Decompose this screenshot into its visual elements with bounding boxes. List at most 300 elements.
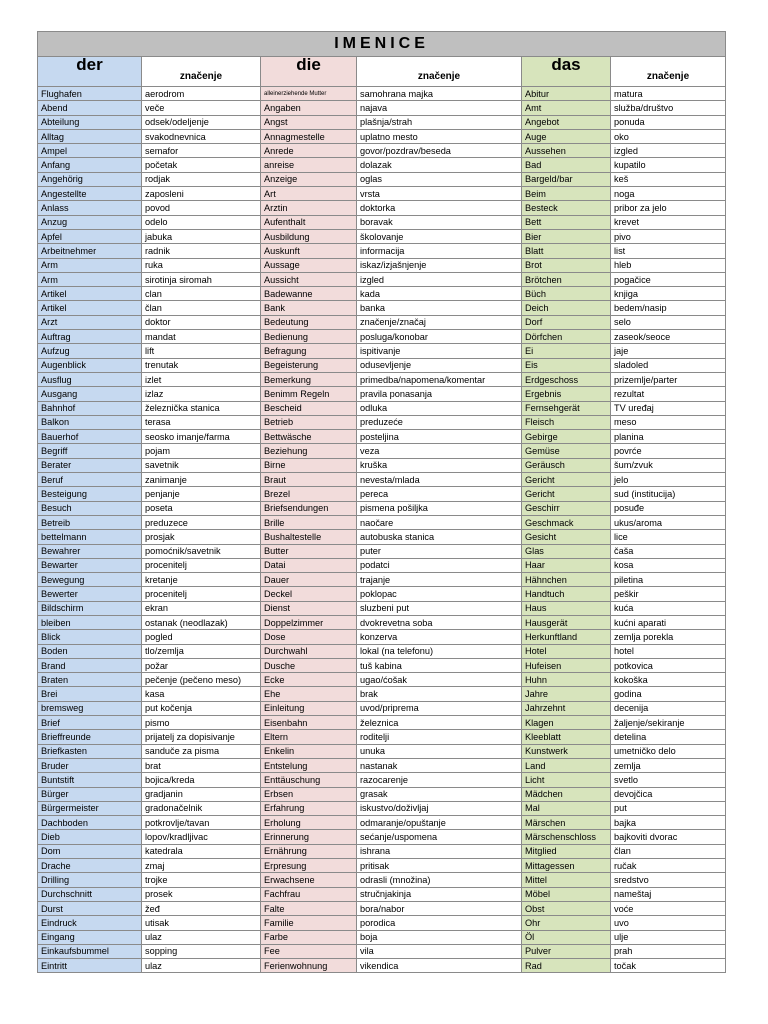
der-meaning-cell: izlaz (142, 387, 261, 401)
die-meaning-cell: podatci (357, 558, 522, 572)
die-meaning-cell: školovanje (357, 229, 522, 243)
table-row (38, 673, 726, 687)
das-meaning-cell: točak (611, 959, 726, 973)
die-noun-cell: Briefsendungen (261, 501, 357, 515)
die-meaning-cell: preduzeće (357, 415, 522, 429)
das-meaning-cell: lice (611, 530, 726, 544)
das-meaning-cell: šum/zvuk (611, 458, 726, 472)
das-meaning-cell: jaje (611, 344, 726, 358)
das-noun-cell: Jahrzehnt (522, 701, 611, 715)
das-noun-cell: Dorf (522, 315, 611, 329)
table-row (38, 687, 726, 701)
header-der-meaning: značenje (142, 57, 261, 87)
table-row (38, 258, 726, 272)
das-noun-cell: Deich (522, 301, 611, 315)
das-noun-cell: Gemüse (522, 444, 611, 458)
die-meaning-cell: razocarenje (357, 773, 522, 787)
das-noun-cell: Gebirge (522, 430, 611, 444)
page-title: IMENICE (38, 32, 726, 57)
die-meaning-cell: pismena pošiljka (357, 501, 522, 515)
die-noun-cell: Ausbildung (261, 229, 357, 243)
das-meaning-cell: godina (611, 687, 726, 701)
table-row (38, 959, 726, 973)
das-meaning-cell: izgled (611, 144, 726, 158)
die-noun-cell: Aussage (261, 258, 357, 272)
die-noun-cell: Bettwäsche (261, 430, 357, 444)
die-meaning-cell: roditelji (357, 730, 522, 744)
das-meaning-cell: bedem/nasip (611, 301, 726, 315)
das-noun-cell: Märschenschloss (522, 830, 611, 844)
der-noun-cell: Blick (38, 630, 142, 644)
der-meaning-cell: clan (142, 287, 261, 301)
die-noun-cell: Brille (261, 515, 357, 529)
das-noun-cell: Amt (522, 101, 611, 115)
die-noun-cell: Dusche (261, 658, 357, 672)
das-meaning-cell: uvo (611, 916, 726, 930)
das-noun-cell: Bad (522, 158, 611, 172)
header-die: die (261, 57, 357, 87)
die-meaning-cell: doktorka (357, 201, 522, 215)
der-meaning-cell: pojam (142, 444, 261, 458)
die-meaning-cell: konzerva (357, 630, 522, 644)
die-noun-cell: Bushaltestelle (261, 530, 357, 544)
der-noun-cell: Bürger (38, 787, 142, 801)
der-noun-cell: Balkon (38, 415, 142, 429)
das-meaning-cell: zemlja porekla (611, 630, 726, 644)
der-noun-cell: Brieffreunde (38, 730, 142, 744)
die-noun-cell: Anrede (261, 144, 357, 158)
die-meaning-cell: boja (357, 930, 522, 944)
das-meaning-cell: kupatilo (611, 158, 726, 172)
die-meaning-cell: značenje/značaj (357, 315, 522, 329)
der-meaning-cell: ostanak (neodlazak) (142, 615, 261, 629)
die-noun-cell: Farbe (261, 930, 357, 944)
table-row (38, 573, 726, 587)
table-row (38, 515, 726, 529)
das-noun-cell: Brot (522, 258, 611, 272)
der-meaning-cell: odsek/odeljenje (142, 115, 261, 129)
der-noun-cell: Besteigung (38, 487, 142, 501)
das-noun-cell: Gericht (522, 473, 611, 487)
der-noun-cell: Briefkasten (38, 744, 142, 758)
die-meaning-cell: odusevljenje (357, 358, 522, 372)
das-meaning-cell: piletina (611, 573, 726, 587)
table-row (38, 916, 726, 930)
table-row (38, 830, 726, 844)
der-noun-cell: Bürgermeister (38, 801, 142, 815)
das-noun-cell: Hähnchen (522, 573, 611, 587)
der-meaning-cell: tlo/zemlja (142, 644, 261, 658)
das-meaning-cell: selo (611, 315, 726, 329)
table-row (38, 415, 726, 429)
table-row (38, 301, 726, 315)
die-noun-cell: Benimm Regeln (261, 387, 357, 401)
das-noun-cell: Ei (522, 344, 611, 358)
table-row (38, 215, 726, 229)
der-noun-cell: Auftrag (38, 330, 142, 344)
das-noun-cell: Öl (522, 930, 611, 944)
der-meaning-cell: kasa (142, 687, 261, 701)
der-noun-cell: Bewarter (38, 558, 142, 572)
header-row (38, 57, 726, 87)
table-row (38, 144, 726, 158)
table-row (38, 229, 726, 243)
das-noun-cell: Mädchen (522, 787, 611, 801)
das-meaning-cell: ručak (611, 859, 726, 873)
das-noun-cell: Kleeblatt (522, 730, 611, 744)
table-row (38, 730, 726, 744)
die-meaning-cell: izgled (357, 272, 522, 286)
die-noun-cell: Butter (261, 544, 357, 558)
der-noun-cell: Ampel (38, 144, 142, 158)
die-noun-cell: Entstelung (261, 758, 357, 772)
die-noun-cell: Dauer (261, 573, 357, 587)
der-noun-cell: Abend (38, 101, 142, 115)
der-meaning-cell: član (142, 301, 261, 315)
die-meaning-cell: informacija (357, 244, 522, 258)
table-row (38, 387, 726, 401)
der-meaning-cell: rodjak (142, 172, 261, 186)
der-meaning-cell: bojica/kreda (142, 773, 261, 787)
die-meaning-cell: unuka (357, 744, 522, 758)
die-noun-cell: Bescheid (261, 401, 357, 415)
die-noun-cell: Anzeige (261, 172, 357, 186)
das-meaning-cell: bajka (611, 816, 726, 830)
der-noun-cell: Bewerter (38, 587, 142, 601)
das-noun-cell: Glas (522, 544, 611, 558)
die-meaning-cell: pravila ponasanja (357, 387, 522, 401)
die-meaning-cell: odrasli (množina) (357, 873, 522, 887)
das-noun-cell: Hotel (522, 644, 611, 658)
das-noun-cell: Bett (522, 215, 611, 229)
die-meaning-cell: primedba/napomena/komentar (357, 372, 522, 386)
die-meaning-cell: brak (357, 687, 522, 701)
die-noun-cell: Bedienung (261, 330, 357, 344)
die-noun-cell: Beziehung (261, 444, 357, 458)
die-meaning-cell: poklopac (357, 587, 522, 601)
der-meaning-cell: gradjanin (142, 787, 261, 801)
die-noun-cell: Brezel (261, 487, 357, 501)
die-meaning-cell: trajanje (357, 573, 522, 587)
das-meaning-cell: čaša (611, 544, 726, 558)
das-meaning-cell: član (611, 844, 726, 858)
der-noun-cell: Bahnhof (38, 401, 142, 415)
das-meaning-cell: rezultat (611, 387, 726, 401)
der-noun-cell: Besuch (38, 501, 142, 515)
das-meaning-cell: oko (611, 129, 726, 143)
das-noun-cell: Büch (522, 287, 611, 301)
der-meaning-cell: semafor (142, 144, 261, 158)
table-row (38, 658, 726, 672)
das-meaning-cell: svetlo (611, 773, 726, 787)
die-noun-cell: Deckel (261, 587, 357, 601)
der-noun-cell: Brei (38, 687, 142, 701)
der-meaning-cell: pogled (142, 630, 261, 644)
die-noun-cell: Ehe (261, 687, 357, 701)
table-row (38, 344, 726, 358)
die-noun-cell: Erwachsene (261, 873, 357, 887)
die-noun-cell: Badewanne (261, 287, 357, 301)
der-noun-cell: Drache (38, 859, 142, 873)
das-meaning-cell: umetničko delo (611, 744, 726, 758)
table-row (38, 87, 726, 101)
table-row (38, 501, 726, 515)
die-meaning-cell: vrsta (357, 187, 522, 201)
die-noun-cell: Erfahrung (261, 801, 357, 815)
die-meaning-cell: iskaz/izjašnjenje (357, 258, 522, 272)
das-meaning-cell: noga (611, 187, 726, 201)
die-noun-cell: Enttäuschung (261, 773, 357, 787)
das-meaning-cell: voće (611, 901, 726, 915)
der-meaning-cell: lift (142, 344, 261, 358)
das-noun-cell: Land (522, 758, 611, 772)
das-noun-cell: Obst (522, 901, 611, 915)
table-row (38, 930, 726, 944)
die-noun-cell: Aufenthalt (261, 215, 357, 229)
table-row (38, 272, 726, 286)
die-noun-cell: Art (261, 187, 357, 201)
der-noun-cell: Einkaufsbummel (38, 944, 142, 958)
der-noun-cell: Durchschnitt (38, 887, 142, 901)
die-noun-cell: Eltern (261, 730, 357, 744)
der-meaning-cell: savetnik (142, 458, 261, 472)
table-row (38, 473, 726, 487)
die-noun-cell: Erholung (261, 816, 357, 830)
die-noun-cell: alleinerziehende Mutter (261, 87, 357, 101)
der-meaning-cell: mandat (142, 330, 261, 344)
der-meaning-cell: odelo (142, 215, 261, 229)
die-meaning-cell: boravak (357, 215, 522, 229)
die-noun-cell: Familie (261, 916, 357, 930)
der-noun-cell: Bildschirm (38, 601, 142, 615)
der-noun-cell: Anfang (38, 158, 142, 172)
der-noun-cell: Bauerhof (38, 430, 142, 444)
der-noun-cell: Angestellte (38, 187, 142, 201)
das-noun-cell: Klagen (522, 716, 611, 730)
der-meaning-cell: seosko imanje/farma (142, 430, 261, 444)
die-meaning-cell: oglas (357, 172, 522, 186)
der-meaning-cell: put kočenja (142, 701, 261, 715)
table-row (38, 287, 726, 301)
der-meaning-cell: pismo (142, 716, 261, 730)
die-meaning-cell: odluka (357, 401, 522, 415)
table-row (38, 587, 726, 601)
die-meaning-cell: uplatno mesto (357, 129, 522, 143)
das-noun-cell: Licht (522, 773, 611, 787)
der-noun-cell: Anlass (38, 201, 142, 215)
table-row (38, 172, 726, 186)
das-noun-cell: Mal (522, 801, 611, 815)
die-meaning-cell: posteljina (357, 430, 522, 444)
table-row (38, 187, 726, 201)
das-noun-cell: Herkunftland (522, 630, 611, 644)
der-noun-cell: Arzt (38, 315, 142, 329)
das-meaning-cell: hleb (611, 258, 726, 272)
die-meaning-cell: sećanje/uspomena (357, 830, 522, 844)
das-meaning-cell: posuđe (611, 501, 726, 515)
der-noun-cell: Boden (38, 644, 142, 658)
das-noun-cell: Ohr (522, 916, 611, 930)
der-meaning-cell: radnik (142, 244, 261, 258)
der-meaning-cell: aerodrom (142, 87, 261, 101)
das-noun-cell: Dörfchen (522, 330, 611, 344)
die-noun-cell: Auskunft (261, 244, 357, 258)
der-meaning-cell: ulaz (142, 959, 261, 973)
die-noun-cell: Bank (261, 301, 357, 315)
das-noun-cell: Ergebnis (522, 387, 611, 401)
das-meaning-cell: planina (611, 430, 726, 444)
der-meaning-cell: potkrovlje/tavan (142, 816, 261, 830)
table-row (38, 887, 726, 901)
der-meaning-cell: kretanje (142, 573, 261, 587)
das-meaning-cell: pivo (611, 229, 726, 243)
die-noun-cell: Angst (261, 115, 357, 129)
table-row (38, 158, 726, 172)
die-noun-cell: Begeisterung (261, 358, 357, 372)
das-noun-cell: Kunstwerk (522, 744, 611, 758)
die-noun-cell: Erbsen (261, 787, 357, 801)
das-meaning-cell: krevet (611, 215, 726, 229)
das-noun-cell: Gesicht (522, 530, 611, 544)
die-noun-cell: Fee (261, 944, 357, 958)
das-noun-cell: Geschirr (522, 501, 611, 515)
der-noun-cell: Bewegung (38, 573, 142, 587)
table-row (38, 901, 726, 915)
das-noun-cell: Haar (522, 558, 611, 572)
table-row (38, 630, 726, 644)
die-meaning-cell: govor/pozdrav/beseda (357, 144, 522, 158)
die-meaning-cell: dvokrevetna soba (357, 615, 522, 629)
die-meaning-cell: pritisak (357, 859, 522, 873)
table-row (38, 644, 726, 658)
die-meaning-cell: puter (357, 544, 522, 558)
die-noun-cell: Eisenbahn (261, 716, 357, 730)
der-meaning-cell: prijatelj za dopisivanje (142, 730, 261, 744)
die-noun-cell: Erinnerung (261, 830, 357, 844)
table-row (38, 787, 726, 801)
das-meaning-cell: sredstvo (611, 873, 726, 887)
die-noun-cell: Arztin (261, 201, 357, 215)
die-meaning-cell: tuš kabina (357, 658, 522, 672)
die-meaning-cell: posluga/konobar (357, 330, 522, 344)
das-noun-cell: Hausgerät (522, 615, 611, 629)
table-row (38, 444, 726, 458)
header-das-meaning: značenje (611, 57, 726, 87)
der-meaning-cell: veče (142, 101, 261, 115)
die-noun-cell: Birne (261, 458, 357, 472)
das-noun-cell: Geräusch (522, 458, 611, 472)
der-meaning-cell: penjanje (142, 487, 261, 501)
die-noun-cell: Aussicht (261, 272, 357, 286)
der-noun-cell: bettelmann (38, 530, 142, 544)
table-row (38, 487, 726, 501)
das-meaning-cell: kosa (611, 558, 726, 572)
das-noun-cell: Erdgeschoss (522, 372, 611, 386)
der-noun-cell: Bewahrer (38, 544, 142, 558)
das-meaning-cell: jelo (611, 473, 726, 487)
die-noun-cell: Befragung (261, 344, 357, 358)
header-die-meaning: značenje (357, 57, 522, 87)
table-row (38, 859, 726, 873)
der-meaning-cell: železnička stanica (142, 401, 261, 415)
das-meaning-cell: ukus/aroma (611, 515, 726, 529)
der-noun-cell: Artikel (38, 301, 142, 315)
der-meaning-cell: prosjak (142, 530, 261, 544)
der-meaning-cell: zanimanje (142, 473, 261, 487)
der-noun-cell: Dom (38, 844, 142, 858)
table-row (38, 401, 726, 415)
das-noun-cell: Mittagessen (522, 859, 611, 873)
die-noun-cell: Fachfrau (261, 887, 357, 901)
die-noun-cell: anreise (261, 158, 357, 172)
der-meaning-cell: zaposleni (142, 187, 261, 201)
die-noun-cell: Falte (261, 901, 357, 915)
die-noun-cell: Einleitung (261, 701, 357, 715)
der-noun-cell: Dachboden (38, 816, 142, 830)
die-noun-cell: Enkelin (261, 744, 357, 758)
der-meaning-cell: gradonačelnik (142, 801, 261, 815)
das-meaning-cell: TV uređaj (611, 401, 726, 415)
der-meaning-cell: utisak (142, 916, 261, 930)
table-row (38, 773, 726, 787)
das-meaning-cell: hotel (611, 644, 726, 658)
die-noun-cell: Erpresung (261, 859, 357, 873)
der-meaning-cell: svakodnevnica (142, 129, 261, 143)
der-meaning-cell: sanduče za pisma (142, 744, 261, 758)
der-meaning-cell: procenitelj (142, 558, 261, 572)
der-noun-cell: Alltag (38, 129, 142, 143)
das-noun-cell: Pulver (522, 944, 611, 958)
table-row (38, 430, 726, 444)
das-meaning-cell: list (611, 244, 726, 258)
der-meaning-cell: trenutak (142, 358, 261, 372)
der-meaning-cell: doktor (142, 315, 261, 329)
der-noun-cell: Artikel (38, 287, 142, 301)
das-meaning-cell: kuća (611, 601, 726, 615)
der-meaning-cell: sirotinja siromah (142, 272, 261, 286)
table-row (38, 716, 726, 730)
das-meaning-cell: zemlja (611, 758, 726, 772)
die-noun-cell: Ecke (261, 673, 357, 687)
die-meaning-cell: nevesta/mlada (357, 473, 522, 487)
der-meaning-cell: terasa (142, 415, 261, 429)
die-noun-cell: Bedeutung (261, 315, 357, 329)
das-noun-cell: Besteck (522, 201, 611, 215)
die-meaning-cell: autobuska stanica (357, 530, 522, 544)
das-noun-cell: Rad (522, 959, 611, 973)
der-meaning-cell: preduzece (142, 515, 261, 529)
der-meaning-cell: izlet (142, 372, 261, 386)
table-row (38, 115, 726, 129)
der-meaning-cell: povod (142, 201, 261, 215)
der-noun-cell: Betreib (38, 515, 142, 529)
die-noun-cell: Annagmestelle (261, 129, 357, 143)
die-noun-cell: Angaben (261, 101, 357, 115)
das-noun-cell: Auge (522, 129, 611, 143)
der-noun-cell: Angehörig (38, 172, 142, 186)
die-meaning-cell: najava (357, 101, 522, 115)
der-noun-cell: Augenblick (38, 358, 142, 372)
das-noun-cell: Geschmack (522, 515, 611, 529)
das-meaning-cell: služba/društvo (611, 101, 726, 115)
die-noun-cell: Durchwahl (261, 644, 357, 658)
table-row (38, 816, 726, 830)
das-noun-cell: Bargeld/bar (522, 172, 611, 186)
das-noun-cell: Märschen (522, 816, 611, 830)
die-noun-cell: Doppelzimmer (261, 615, 357, 629)
das-noun-cell: Eis (522, 358, 611, 372)
die-meaning-cell: samohrana majka (357, 87, 522, 101)
